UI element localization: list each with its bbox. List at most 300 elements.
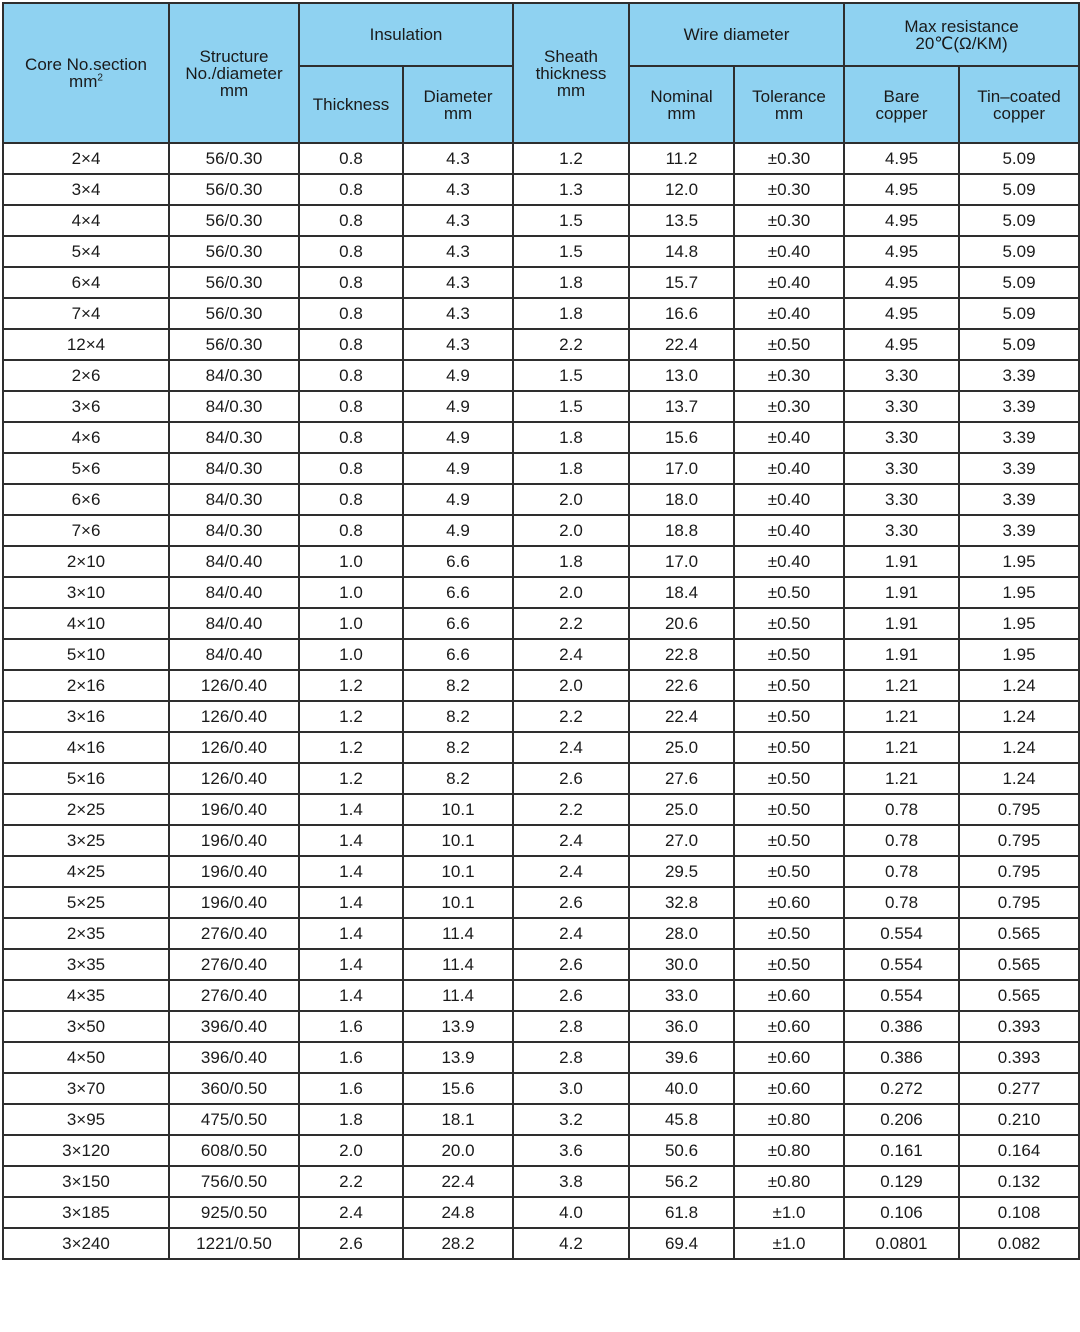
cell-structure: 925/0.50 (169, 1197, 299, 1228)
header-insulation (299, 3, 513, 66)
cell-structure: 196/0.40 (169, 856, 299, 887)
cell-core-section: 3×25 (3, 825, 169, 856)
cell-tolerance: ±0.60 (734, 887, 844, 918)
table-row (3, 639, 1079, 670)
cell-tolerance: ±0.40 (734, 422, 844, 453)
table-row (3, 453, 1079, 484)
header-insulation-label: Insulation (369, 25, 443, 44)
cell-tolerance: ±0.50 (734, 763, 844, 794)
cell-tin-coated-resistance: 0.132 (959, 1166, 1079, 1197)
cell-tin-coated-resistance: 1.24 (959, 732, 1079, 763)
cell-nominal-diameter: 18.8 (629, 515, 734, 546)
header-tolerance (734, 66, 844, 143)
cell-nominal-diameter: 15.6 (629, 422, 734, 453)
cell-insulation-diameter: 20.0 (403, 1135, 513, 1166)
cell-structure: 196/0.40 (169, 825, 299, 856)
cell-tin-coated-resistance: 0.565 (959, 918, 1079, 949)
cell-insulation-diameter: 10.1 (403, 856, 513, 887)
cell-nominal-diameter: 56.2 (629, 1166, 734, 1197)
cell-tin-coated-resistance: 1.95 (959, 639, 1079, 670)
cell-structure: 84/0.30 (169, 360, 299, 391)
table-row (3, 298, 1079, 329)
cell-insulation-thickness: 2.2 (299, 1166, 403, 1197)
cell-insulation-diameter: 4.3 (403, 329, 513, 360)
cell-nominal-diameter: 20.6 (629, 608, 734, 639)
cell-sheath-thickness: 1.8 (513, 453, 629, 484)
cell-structure: 396/0.40 (169, 1042, 299, 1073)
cell-core-section: 3×16 (3, 701, 169, 732)
cell-insulation-diameter: 8.2 (403, 763, 513, 794)
cell-structure: 84/0.30 (169, 484, 299, 515)
cell-bare-copper-resistance: 0.106 (844, 1197, 959, 1228)
cell-structure: 1221/0.50 (169, 1228, 299, 1259)
cell-insulation-thickness: 1.4 (299, 887, 403, 918)
cell-insulation-thickness: 1.4 (299, 856, 403, 887)
cell-tolerance: ±0.40 (734, 267, 844, 298)
cell-bare-copper-resistance: 0.386 (844, 1011, 959, 1042)
cell-sheath-thickness: 2.4 (513, 825, 629, 856)
cell-core-section: 2×35 (3, 918, 169, 949)
cell-core-section: 2×6 (3, 360, 169, 391)
cell-tolerance: ±0.50 (734, 794, 844, 825)
header-ins-diameter-l1: Diameter (423, 86, 493, 106)
cell-tolerance: ±0.60 (734, 1073, 844, 1104)
table-row (3, 546, 1079, 577)
cell-nominal-diameter: 22.6 (629, 670, 734, 701)
cell-insulation-thickness: 0.8 (299, 267, 403, 298)
header-structure-l3: mm (219, 80, 249, 100)
cell-nominal-diameter: 13.7 (629, 391, 734, 422)
table-row (3, 391, 1079, 422)
cell-sheath-thickness: 3.8 (513, 1166, 629, 1197)
cell-tolerance: ±0.50 (734, 608, 844, 639)
header-ins-thickness-label: Thickness (312, 95, 390, 114)
cell-tolerance: ±0.80 (734, 1104, 844, 1135)
cell-core-section: 3×70 (3, 1073, 169, 1104)
cell-core-section: 3×4 (3, 174, 169, 205)
cell-nominal-diameter: 28.0 (629, 918, 734, 949)
cell-nominal-diameter: 13.0 (629, 360, 734, 391)
cell-tolerance: ±0.80 (734, 1135, 844, 1166)
cell-core-section: 2×4 (3, 143, 169, 174)
cell-sheath-thickness: 2.6 (513, 887, 629, 918)
cell-sheath-thickness: 1.5 (513, 360, 629, 391)
cable-spec-table (2, 2, 1080, 1260)
cell-sheath-thickness: 1.8 (513, 267, 629, 298)
cell-tin-coated-resistance: 1.24 (959, 670, 1079, 701)
cell-tin-coated-resistance: 0.795 (959, 887, 1079, 918)
cell-bare-copper-resistance: 0.554 (844, 949, 959, 980)
cell-bare-copper-resistance: 0.554 (844, 918, 959, 949)
cell-insulation-thickness: 1.0 (299, 577, 403, 608)
cell-insulation-diameter: 6.6 (403, 608, 513, 639)
cell-core-section: 3×150 (3, 1166, 169, 1197)
cell-tolerance: ±0.50 (734, 701, 844, 732)
cell-tin-coated-resistance: 0.393 (959, 1011, 1079, 1042)
cell-sheath-thickness: 1.5 (513, 236, 629, 267)
cell-tin-coated-resistance: 3.39 (959, 360, 1079, 391)
cell-tin-coated-resistance: 5.09 (959, 143, 1079, 174)
cell-structure: 84/0.40 (169, 639, 299, 670)
cell-insulation-diameter: 15.6 (403, 1073, 513, 1104)
cell-structure: 126/0.40 (169, 732, 299, 763)
cell-structure: 56/0.30 (169, 174, 299, 205)
cell-sheath-thickness: 2.2 (513, 794, 629, 825)
header-tolerance-l2: mm (774, 103, 804, 123)
table-row (3, 484, 1079, 515)
cell-insulation-diameter: 6.6 (403, 546, 513, 577)
cell-insulation-thickness: 0.8 (299, 236, 403, 267)
cell-insulation-diameter: 11.4 (403, 949, 513, 980)
cell-core-section: 4×25 (3, 856, 169, 887)
cell-insulation-thickness: 0.8 (299, 360, 403, 391)
cell-sheath-thickness: 1.8 (513, 422, 629, 453)
cell-structure: 56/0.30 (169, 236, 299, 267)
table-row (3, 174, 1079, 205)
cell-insulation-thickness: 0.8 (299, 484, 403, 515)
cell-insulation-thickness: 1.4 (299, 825, 403, 856)
header-nominal (629, 66, 734, 143)
cell-insulation-thickness: 1.0 (299, 639, 403, 670)
cell-core-section: 3×185 (3, 1197, 169, 1228)
header-ins-diameter-l2: mm (443, 103, 473, 123)
cell-insulation-diameter: 4.9 (403, 422, 513, 453)
cell-insulation-diameter: 13.9 (403, 1011, 513, 1042)
cell-insulation-diameter: 6.6 (403, 577, 513, 608)
cell-structure: 196/0.40 (169, 794, 299, 825)
cell-core-section: 4×35 (3, 980, 169, 1011)
cell-core-section: 3×240 (3, 1228, 169, 1259)
cell-tin-coated-resistance: 1.24 (959, 763, 1079, 794)
cell-insulation-thickness: 0.8 (299, 143, 403, 174)
cell-nominal-diameter: 12.0 (629, 174, 734, 205)
cell-structure: 84/0.40 (169, 608, 299, 639)
cell-structure: 276/0.40 (169, 918, 299, 949)
cell-tin-coated-resistance: 1.95 (959, 608, 1079, 639)
cell-insulation-thickness: 1.2 (299, 763, 403, 794)
cell-bare-copper-resistance: 1.91 (844, 639, 959, 670)
cell-structure: 84/0.30 (169, 422, 299, 453)
table-row (3, 949, 1079, 980)
cell-insulation-thickness: 1.6 (299, 1011, 403, 1042)
cell-insulation-diameter: 4.3 (403, 174, 513, 205)
cell-insulation-thickness: 0.8 (299, 298, 403, 329)
cell-tin-coated-resistance: 5.09 (959, 267, 1079, 298)
cell-insulation-diameter: 8.2 (403, 701, 513, 732)
cell-bare-copper-resistance: 4.95 (844, 236, 959, 267)
cell-core-section: 5×10 (3, 639, 169, 670)
header-max-resistance-l2: 20℃(Ω/KM) (915, 33, 1008, 53)
cell-core-section: 4×4 (3, 205, 169, 236)
table-row (3, 608, 1079, 639)
cell-tin-coated-resistance: 0.393 (959, 1042, 1079, 1073)
cell-bare-copper-resistance: 4.95 (844, 267, 959, 298)
header-structure (169, 3, 299, 143)
cell-bare-copper-resistance: 0.78 (844, 856, 959, 887)
cell-nominal-diameter: 22.8 (629, 639, 734, 670)
cell-sheath-thickness: 2.0 (513, 484, 629, 515)
cell-structure: 756/0.50 (169, 1166, 299, 1197)
cell-bare-copper-resistance: 0.386 (844, 1042, 959, 1073)
table-row (3, 1011, 1079, 1042)
cell-bare-copper-resistance: 3.30 (844, 391, 959, 422)
cell-nominal-diameter: 40.0 (629, 1073, 734, 1104)
cell-sheath-thickness: 2.0 (513, 515, 629, 546)
cell-core-section: 2×16 (3, 670, 169, 701)
cell-insulation-diameter: 8.2 (403, 732, 513, 763)
cell-bare-copper-resistance: 0.272 (844, 1073, 959, 1104)
cell-nominal-diameter: 15.7 (629, 267, 734, 298)
header-tin-l2: copper (993, 103, 1045, 123)
cell-structure: 84/0.40 (169, 577, 299, 608)
cell-tolerance: ±0.60 (734, 1011, 844, 1042)
cell-bare-copper-resistance: 0.78 (844, 794, 959, 825)
cell-insulation-thickness: 0.8 (299, 453, 403, 484)
cell-sheath-thickness: 2.8 (513, 1042, 629, 1073)
cell-insulation-diameter: 10.1 (403, 887, 513, 918)
cell-tolerance: ±0.60 (734, 1042, 844, 1073)
cell-nominal-diameter: 32.8 (629, 887, 734, 918)
cell-tin-coated-resistance: 5.09 (959, 236, 1079, 267)
cell-tin-coated-resistance: 0.565 (959, 949, 1079, 980)
cell-bare-copper-resistance: 3.30 (844, 360, 959, 391)
table-row (3, 1228, 1079, 1259)
cell-sheath-thickness: 1.5 (513, 391, 629, 422)
cell-insulation-diameter: 4.3 (403, 236, 513, 267)
cell-core-section: 7×4 (3, 298, 169, 329)
cell-sheath-thickness: 1.3 (513, 174, 629, 205)
cell-core-section: 7×6 (3, 515, 169, 546)
cell-sheath-thickness: 1.8 (513, 546, 629, 577)
cell-insulation-thickness: 1.4 (299, 794, 403, 825)
cell-tolerance: ±0.50 (734, 329, 844, 360)
cell-structure: 84/0.40 (169, 546, 299, 577)
cell-sheath-thickness: 2.4 (513, 639, 629, 670)
cell-insulation-thickness: 2.0 (299, 1135, 403, 1166)
header-core-unit: mm (69, 72, 98, 91)
cell-tin-coated-resistance: 0.565 (959, 980, 1079, 1011)
cell-tin-coated-resistance: 0.108 (959, 1197, 1079, 1228)
table-row (3, 515, 1079, 546)
cell-nominal-diameter: 27.0 (629, 825, 734, 856)
cell-core-section: 6×4 (3, 267, 169, 298)
cell-tin-coated-resistance: 1.24 (959, 701, 1079, 732)
cell-insulation-diameter: 4.9 (403, 360, 513, 391)
cell-core-section: 6×6 (3, 484, 169, 515)
cell-sheath-thickness: 1.2 (513, 143, 629, 174)
cell-bare-copper-resistance: 3.30 (844, 515, 959, 546)
cell-insulation-thickness: 2.6 (299, 1228, 403, 1259)
cell-insulation-diameter: 4.9 (403, 453, 513, 484)
header-structure-l2: No./diameter (185, 63, 283, 83)
cell-insulation-diameter: 10.1 (403, 825, 513, 856)
cell-insulation-thickness: 1.4 (299, 918, 403, 949)
cell-bare-copper-resistance: 1.21 (844, 763, 959, 794)
cell-bare-copper-resistance: 4.95 (844, 174, 959, 205)
cell-sheath-thickness: 4.0 (513, 1197, 629, 1228)
cell-bare-copper-resistance: 1.21 (844, 670, 959, 701)
cell-insulation-thickness: 0.8 (299, 422, 403, 453)
cell-tolerance: ±0.50 (734, 949, 844, 980)
cell-core-section: 2×25 (3, 794, 169, 825)
cell-bare-copper-resistance: 0.129 (844, 1166, 959, 1197)
cell-tin-coated-resistance: 5.09 (959, 329, 1079, 360)
cell-insulation-thickness: 0.8 (299, 205, 403, 236)
cell-insulation-diameter: 22.4 (403, 1166, 513, 1197)
cell-tin-coated-resistance: 3.39 (959, 515, 1079, 546)
cell-tin-coated-resistance: 0.082 (959, 1228, 1079, 1259)
cell-sheath-thickness: 2.4 (513, 732, 629, 763)
cell-insulation-thickness: 0.8 (299, 391, 403, 422)
table-row (3, 918, 1079, 949)
cell-insulation-diameter: 10.1 (403, 794, 513, 825)
cell-structure: 84/0.30 (169, 515, 299, 546)
cell-bare-copper-resistance: 0.161 (844, 1135, 959, 1166)
cell-tolerance: ±0.40 (734, 298, 844, 329)
cell-tin-coated-resistance: 5.09 (959, 205, 1079, 236)
cell-insulation-diameter: 18.1 (403, 1104, 513, 1135)
header-bare-l2: copper (875, 103, 928, 123)
table-row (3, 205, 1079, 236)
cable-spec-table-container (2, 2, 1078, 1260)
cell-sheath-thickness: 2.0 (513, 670, 629, 701)
cell-tolerance: ±0.40 (734, 546, 844, 577)
cell-insulation-thickness: 1.4 (299, 949, 403, 980)
header-tolerance-l1: Tolerance (752, 86, 826, 106)
cell-nominal-diameter: 17.0 (629, 546, 734, 577)
cell-nominal-diameter: 45.8 (629, 1104, 734, 1135)
cell-nominal-diameter: 33.0 (629, 980, 734, 1011)
cell-tin-coated-resistance: 3.39 (959, 391, 1079, 422)
cell-core-section: 3×6 (3, 391, 169, 422)
cell-sheath-thickness: 1.5 (513, 205, 629, 236)
cell-insulation-diameter: 8.2 (403, 670, 513, 701)
table-row (3, 794, 1079, 825)
cell-tolerance: ±0.50 (734, 670, 844, 701)
cell-tolerance: ±0.30 (734, 391, 844, 422)
header-sheath-l1: Sheath (544, 46, 598, 66)
cell-insulation-thickness: 2.4 (299, 1197, 403, 1228)
cell-bare-copper-resistance: 0.206 (844, 1104, 959, 1135)
cell-bare-copper-resistance: 3.30 (844, 453, 959, 484)
cell-bare-copper-resistance: 1.91 (844, 546, 959, 577)
cell-insulation-diameter: 13.9 (403, 1042, 513, 1073)
cell-sheath-thickness: 4.2 (513, 1228, 629, 1259)
cell-bare-copper-resistance: 0.0801 (844, 1228, 959, 1259)
table-row (3, 143, 1079, 174)
cell-tolerance: ±0.40 (734, 515, 844, 546)
cell-structure: 360/0.50 (169, 1073, 299, 1104)
cell-bare-copper-resistance: 4.95 (844, 205, 959, 236)
header-core-section (3, 3, 169, 143)
cell-sheath-thickness: 2.4 (513, 856, 629, 887)
cell-nominal-diameter: 25.0 (629, 732, 734, 763)
table-row (3, 670, 1079, 701)
cell-nominal-diameter: 61.8 (629, 1197, 734, 1228)
cell-insulation-thickness: 1.2 (299, 732, 403, 763)
cell-structure: 56/0.30 (169, 329, 299, 360)
cell-nominal-diameter: 18.4 (629, 577, 734, 608)
cell-bare-copper-resistance: 3.30 (844, 422, 959, 453)
cell-structure: 56/0.30 (169, 143, 299, 174)
table-row (3, 1166, 1079, 1197)
cell-insulation-thickness: 0.8 (299, 174, 403, 205)
cell-insulation-diameter: 4.3 (403, 267, 513, 298)
cell-nominal-diameter: 50.6 (629, 1135, 734, 1166)
header-nominal-l2: mm (667, 103, 696, 123)
table-row (3, 1073, 1079, 1104)
header-ins-thickness (299, 66, 403, 143)
cell-insulation-diameter: 4.9 (403, 391, 513, 422)
cell-structure: 84/0.30 (169, 453, 299, 484)
cell-insulation-thickness: 1.0 (299, 546, 403, 577)
cell-sheath-thickness: 2.2 (513, 608, 629, 639)
cell-insulation-thickness: 1.4 (299, 980, 403, 1011)
cell-structure: 84/0.30 (169, 391, 299, 422)
cell-insulation-diameter: 4.9 (403, 515, 513, 546)
cell-insulation-thickness: 1.2 (299, 670, 403, 701)
cell-nominal-diameter: 13.5 (629, 205, 734, 236)
cell-insulation-diameter: 4.9 (403, 484, 513, 515)
cell-structure: 196/0.40 (169, 887, 299, 918)
cell-nominal-diameter: 30.0 (629, 949, 734, 980)
cell-tin-coated-resistance: 0.210 (959, 1104, 1079, 1135)
cell-tin-coated-resistance: 0.795 (959, 825, 1079, 856)
cell-bare-copper-resistance: 1.91 (844, 577, 959, 608)
cell-structure: 56/0.30 (169, 298, 299, 329)
header-sheath-l3: mm (556, 80, 586, 100)
table-row (3, 1042, 1079, 1073)
cell-nominal-diameter: 39.6 (629, 1042, 734, 1073)
cell-nominal-diameter: 69.4 (629, 1228, 734, 1259)
cell-nominal-diameter: 16.6 (629, 298, 734, 329)
header-wire-diameter-label: Wire diameter (683, 25, 790, 44)
table-row (3, 1104, 1079, 1135)
table-row (3, 422, 1079, 453)
cell-tolerance: ±0.30 (734, 174, 844, 205)
cell-nominal-diameter: 29.5 (629, 856, 734, 887)
header-wire-diameter (629, 3, 844, 66)
cell-core-section: 5×16 (3, 763, 169, 794)
cell-insulation-thickness: 1.6 (299, 1042, 403, 1073)
cell-bare-copper-resistance: 4.95 (844, 329, 959, 360)
cell-core-section: 4×6 (3, 422, 169, 453)
cell-tin-coated-resistance: 0.277 (959, 1073, 1079, 1104)
header-max-resistance-l1: Max resistance (904, 16, 1019, 36)
cell-sheath-thickness: 2.0 (513, 577, 629, 608)
table-row (3, 329, 1079, 360)
cell-sheath-thickness: 2.6 (513, 763, 629, 794)
cell-core-section: 5×6 (3, 453, 169, 484)
cell-insulation-thickness: 0.8 (299, 329, 403, 360)
cell-nominal-diameter: 17.0 (629, 453, 734, 484)
cell-core-section: 3×95 (3, 1104, 169, 1135)
cell-insulation-diameter: 4.3 (403, 205, 513, 236)
cell-core-section: 3×10 (3, 577, 169, 608)
cell-insulation-diameter: 24.8 (403, 1197, 513, 1228)
cell-bare-copper-resistance: 1.21 (844, 701, 959, 732)
table-row (3, 763, 1079, 794)
cell-bare-copper-resistance: 0.78 (844, 887, 959, 918)
cell-sheath-thickness: 2.4 (513, 918, 629, 949)
cell-nominal-diameter: 27.6 (629, 763, 734, 794)
cell-nominal-diameter: 18.0 (629, 484, 734, 515)
cell-tolerance: ±0.30 (734, 360, 844, 391)
cell-structure: 56/0.30 (169, 205, 299, 236)
cell-sheath-thickness: 3.6 (513, 1135, 629, 1166)
table-row (3, 267, 1079, 298)
cell-nominal-diameter: 36.0 (629, 1011, 734, 1042)
